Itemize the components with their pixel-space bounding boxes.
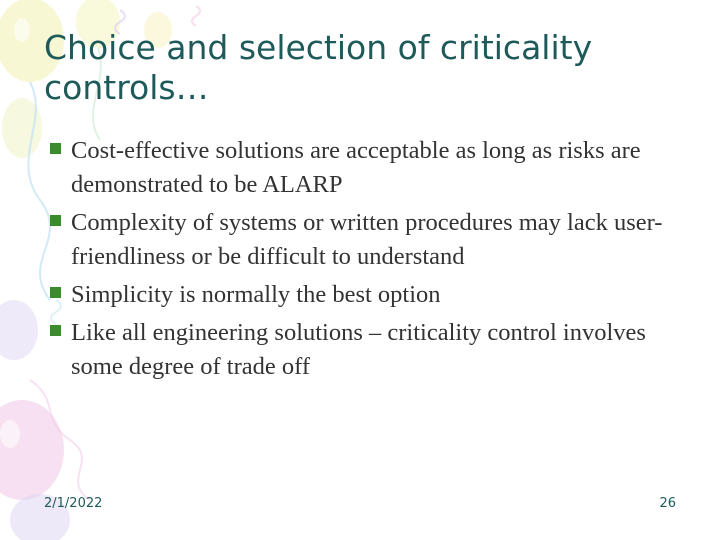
bullet-text: Like all engineering solutions – criticality control involves some degree of trade off [71, 319, 646, 380]
square-bullet-icon [50, 287, 61, 298]
page-number: 26 [659, 496, 676, 511]
bullet-text: Cost-effective solutions are acceptable as long as risks are demonstrated to be ALARP [71, 137, 641, 198]
slide-title: Choice and selection of criticality controls… [44, 28, 593, 107]
bullet-text: Complexity of systems or written procedures may lack user-friendliness or be difficult to understand [71, 209, 663, 270]
balloon-icon [0, 300, 38, 360]
square-bullet-icon [50, 143, 61, 154]
footer-date: 2/1/2022 [44, 496, 103, 511]
square-bullet-icon [50, 325, 61, 336]
bullet-list [50, 134, 670, 388]
balloon-icon [0, 400, 64, 500]
bullet-item [50, 134, 670, 202]
square-bullet-icon [50, 215, 61, 226]
confetti-swirl [192, 6, 200, 26]
bullet-item [50, 278, 670, 312]
bullet-item [50, 206, 670, 274]
bullet-text: Simplicity is normally the best option [71, 281, 441, 308]
bullet-item [50, 316, 670, 384]
